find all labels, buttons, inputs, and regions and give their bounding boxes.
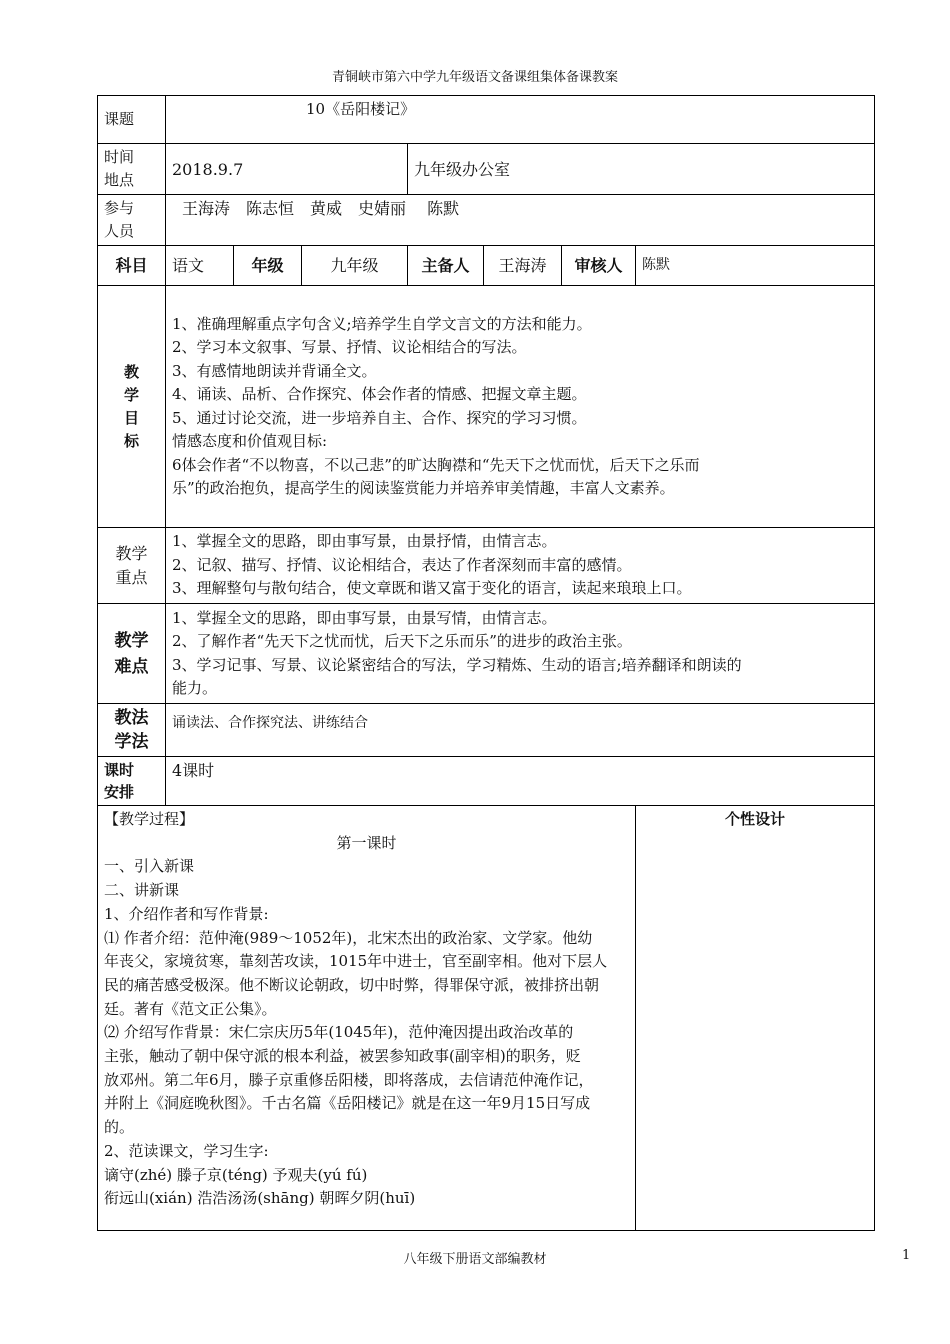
- difficulties-row: [98, 604, 875, 704]
- people-label: 参与 人员: [98, 195, 166, 246]
- subject-value: 语文: [166, 246, 234, 286]
- goals-content: [166, 286, 875, 528]
- process-line: 廷。著有《范文正公集》。: [104, 999, 277, 1018]
- key-points-label: 教学 重点: [98, 528, 166, 604]
- process-line: ⑵ 介绍写作背景：宋仁宗庆历5年(1045年)，范仲淹因提出政治改革的: [104, 1023, 574, 1042]
- page-header: 青铜峡市第六中学九年级语文备课组集体备课教案: [331, 70, 618, 85]
- reviewer-label: 审核人: [562, 246, 636, 286]
- page-footer: 八年级下册语文部编教材: [403, 1252, 547, 1267]
- goal-line: 情感态度和价值观目标:: [172, 432, 328, 450]
- difficulties-label: 教学 难点: [98, 604, 166, 704]
- process-line: 二、讲新课: [104, 881, 180, 900]
- key-point-line: 2、记叙、描写、抒情、议论相结合，表达了作者深刻而丰富的感情。: [172, 555, 632, 574]
- reviewer-value: 陈默: [636, 246, 875, 286]
- page-number: 1: [902, 1248, 911, 1263]
- lesson-session-title: 第一课时: [336, 833, 397, 852]
- goals-row: [98, 286, 875, 528]
- preparer-label: 主备人: [408, 246, 484, 286]
- title-row: [98, 96, 875, 144]
- process-line: 并附上《洞庭晚秋图》。千古名篇《岳阳楼记》就是在这一年9月15日写成: [104, 1094, 591, 1113]
- process-heading: 【教学过程】: [104, 810, 195, 828]
- difficulty-line: 2、了解作者“先天下之忧而忧，后天下之乐而乐”的进步的政治主张。: [172, 632, 632, 650]
- lesson-plan-table: [97, 95, 875, 1231]
- people-row: [98, 195, 875, 246]
- grade-label: 年级: [234, 246, 302, 286]
- hours-row: [98, 757, 875, 806]
- key-point-line: 3、理解整句与散句结合，使文章既和谐又富于变化的语言，读起来琅琅上口。: [172, 579, 692, 598]
- participants: 王海涛 陈志恒 黄威 史婧丽 陈默: [166, 195, 875, 246]
- lesson-title: 10《岳阳楼记》: [166, 96, 875, 144]
- methods-row: [98, 704, 875, 757]
- process-line: 民的痛苦感受极深。他不断议论朝政，切中时弊，得罪保守派，被排挤出朝: [104, 975, 600, 994]
- time-place-label: 时间 地点: [98, 144, 166, 195]
- title-label: 课题: [98, 96, 166, 144]
- goal-line: 3、有感情地朗读并背诵全文。: [172, 361, 377, 380]
- process-line: 衔远山(xián) 浩浩汤汤(shāng) 朝晖夕阴(huī): [104, 1189, 416, 1208]
- difficulty-line: 1、掌握全文的思路，即由事写景，由景写情，由情言志。: [172, 608, 557, 627]
- goal-line: 乐”的政治抱负，提高学生的阅读鉴赏能力并培养审美情趣，丰富人文素养。: [172, 479, 675, 497]
- key-point-line: 1、掌握全文的思路，即由事写景，由景抒情，由情言志。: [172, 532, 557, 551]
- process-line: 一、引入新课: [104, 857, 195, 876]
- process-line: 1、介绍作者和写作背景:: [104, 904, 269, 923]
- key-points-row: [98, 528, 875, 604]
- process-row: [98, 806, 875, 1231]
- key-points-content: [166, 528, 875, 604]
- process-line: ⑴ 作者介绍：范仲淹(989～1052年)，北宋杰出的政治家、文学家。他幼: [104, 928, 593, 947]
- goal-line: 6体会作者“不以物喜，不以己悲”的旷达胸襟和“先天下之忧而忧，后天下之乐而: [172, 455, 700, 474]
- process-line: 谪守(zhé) 滕子京(téng) 予观夫(yú fú): [104, 1165, 368, 1184]
- lesson-place: 九年级办公室: [408, 144, 875, 195]
- process-content: [98, 806, 636, 1231]
- process-line: 的。: [104, 1118, 135, 1137]
- time-place-row: [98, 144, 875, 195]
- difficulties-content: [166, 604, 875, 704]
- grade-value: 九年级: [302, 246, 408, 286]
- hours-content: 4课时: [166, 757, 875, 806]
- methods-content: 诵读法、合作探究法、讲练结合: [166, 704, 875, 757]
- hours-label: 课时 安排: [98, 757, 166, 806]
- personal-design-heading: 个性设计: [636, 806, 875, 1231]
- goal-line: 5、通过讨论交流，进一步培养自主、合作、探究的学习习惯。: [172, 408, 587, 427]
- methods-label: 教法 学法: [98, 704, 166, 757]
- process-line: 放邓州。第二年6月，滕子京重修岳阳楼，即将落成，去信请范仲淹作记，: [104, 1070, 594, 1089]
- goals-label: 教 学 目 标: [98, 286, 166, 528]
- process-line: 2、范读课文，学习生字:: [104, 1141, 269, 1160]
- lesson-date: 2018.9.7: [166, 144, 408, 195]
- goal-line: 1、准确理解重点字句含义;培养学生自学文言文的方法和能力。: [172, 314, 592, 333]
- subject-label: 科目: [98, 246, 166, 286]
- preparer-value: 王海涛: [484, 246, 562, 286]
- goal-line: 4、诵读、品析、合作探究、体会作者的情感、把握文章主题。: [172, 385, 587, 403]
- subject-row: [98, 246, 875, 286]
- process-line: 年丧父，家境贫寒，靠刻苦攻读，1015年中进士，官至副宰相。他对下层人: [104, 952, 608, 971]
- difficulty-line: 3、学习记事、写景、议论紧密结合的写法，学习精炼、生动的语言;培养翻译和朗读的: [172, 655, 742, 674]
- goal-line: 2、学习本文叙事、写景、抒情、议论相结合的写法。: [172, 338, 527, 356]
- process-line: 主张，触动了朝中保守派的根本利益，被罢参知政事(副宰相)的职务，贬: [104, 1047, 581, 1066]
- difficulty-line: 能力。: [172, 679, 218, 697]
